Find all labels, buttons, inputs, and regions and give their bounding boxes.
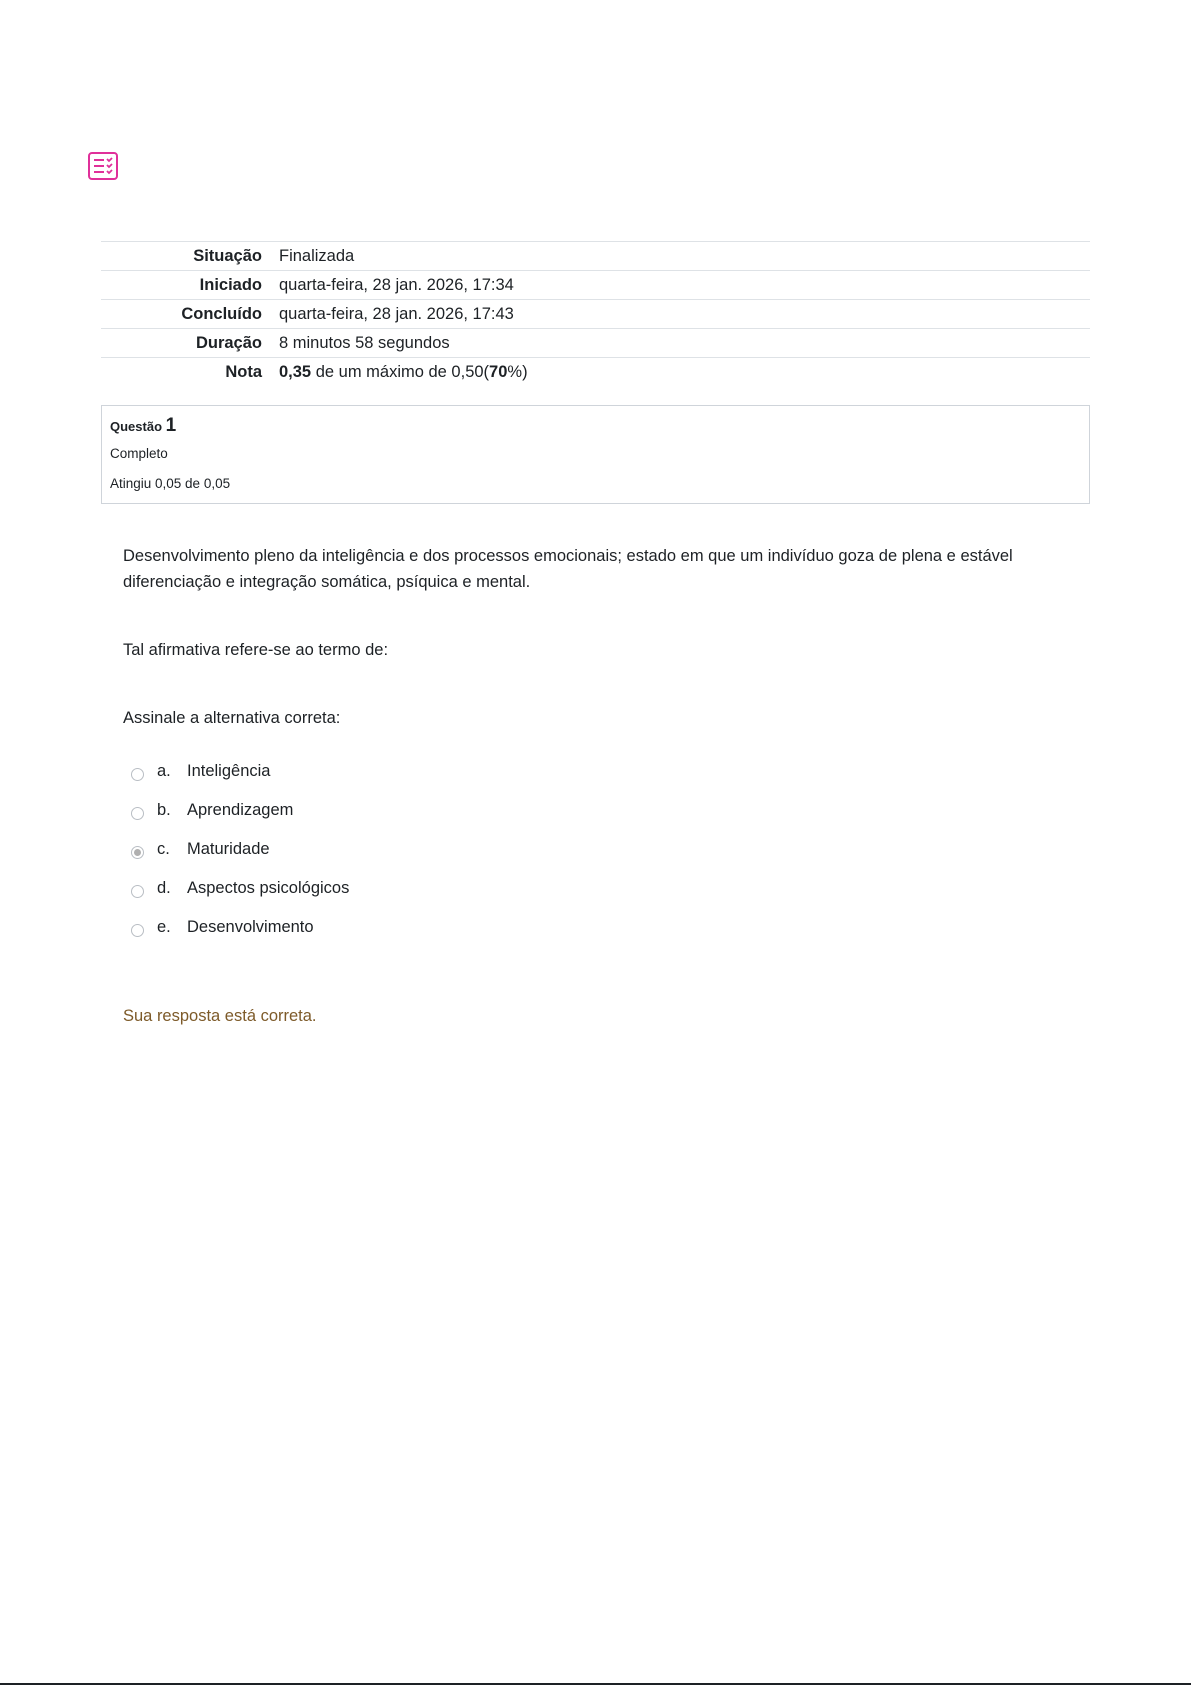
answer-text: Aprendizagem	[187, 801, 294, 819]
summary-value: quarta-feira, 28 jan. 2026, 17:34	[279, 275, 514, 294]
summary-label: Nota	[225, 362, 262, 381]
grade-score: 0,35	[279, 362, 312, 381]
radio-button-selected[interactable]	[131, 846, 144, 859]
answer-letter: b.	[157, 801, 171, 819]
summary-value	[279, 358, 1090, 387]
question-label: Questão	[110, 419, 163, 434]
question-number-value: 1	[165, 415, 177, 436]
question-info-box	[101, 405, 1090, 504]
answer-text: Aspectos psicológicos	[187, 879, 350, 897]
question-instruction: Assinale a alternativa correta:	[123, 709, 341, 727]
radio-button[interactable]	[131, 924, 144, 937]
radio-button[interactable]	[131, 768, 144, 781]
summary-row-completed	[101, 300, 1090, 329]
answer-text: Inteligência	[187, 762, 271, 780]
summary-row-started	[101, 271, 1090, 300]
summary-label: Iniciado	[199, 275, 262, 294]
grade-end: %)	[507, 362, 528, 381]
answer-text: Maturidade	[187, 840, 270, 858]
quiz-icon	[88, 152, 118, 180]
question-prompt: Tal afirmativa refere-se ao termo de:	[123, 641, 389, 659]
question-state: Completo	[110, 446, 168, 461]
answer-letter: a.	[157, 762, 171, 780]
question-number	[110, 415, 176, 437]
grade-percent: 70	[489, 362, 508, 381]
answer-feedback: Sua resposta está correta.	[123, 1007, 317, 1025]
summary-row-state	[101, 242, 1090, 271]
summary-label: Concluído	[181, 304, 262, 323]
answer-letter: c.	[157, 840, 170, 858]
summary-value: 8 minutos 58 segundos	[279, 333, 450, 352]
summary-label: Duração	[195, 333, 262, 352]
radio-button[interactable]	[131, 807, 144, 820]
answer-text: Desenvolvimento	[187, 918, 314, 936]
radio-button[interactable]	[131, 885, 144, 898]
answer-letter: e.	[157, 918, 171, 936]
question-text: Desenvolvimento pleno da inteligência e dos processos emocionais; estado em que um indivíduo goza de plena e estável diferenciação e integração somática, psíquica e mental.	[123, 547, 1013, 591]
summary-row-duration	[101, 329, 1090, 358]
grade-middle: de um máximo de 0,50(	[311, 362, 490, 381]
summary-row-grade	[101, 358, 1090, 387]
answer-letter: d.	[157, 879, 171, 897]
attempt-summary-table	[101, 241, 1090, 387]
summary-label: Situação	[193, 246, 262, 265]
summary-value: quarta-feira, 28 jan. 2026, 17:43	[279, 304, 514, 323]
question-grade: Atingiu 0,05 de 0,05	[110, 476, 231, 491]
summary-value: Finalizada	[279, 246, 355, 265]
